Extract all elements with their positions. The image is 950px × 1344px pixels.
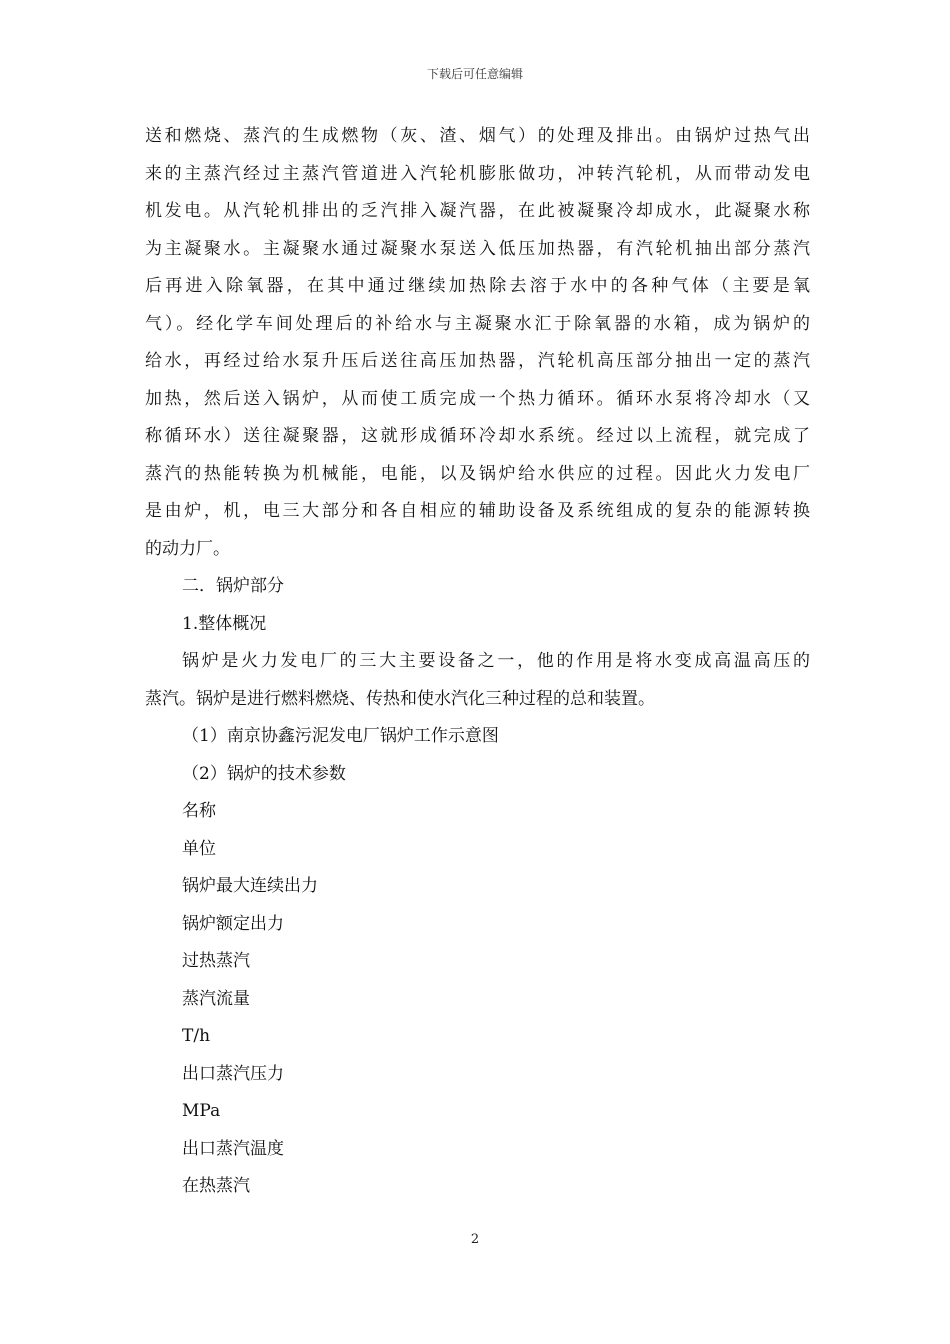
paragraph-process-flow: [145, 118, 810, 568]
text-line: 加热，然后送入锅炉，从而使工质完成一个热力循环。循环水泵将冷却水（又: [145, 388, 810, 409]
list-item: 锅炉最大连续出力: [182, 876, 318, 896]
paragraph-boiler-overview: [145, 643, 810, 718]
list-item: （1）南京协鑫污泥发电厂锅炉工作示意图: [182, 726, 499, 746]
list-item: 出口蒸汽温度: [182, 1138, 284, 1159]
list-item: 出口蒸汽压力: [182, 1063, 284, 1084]
text-line: 给水，再经过给水泵升压后送往高压加热器，汽轮机高压部分抽出一定的蒸汽: [145, 351, 810, 371]
list-item: 名称: [182, 801, 216, 821]
list-item: （2）锅炉的技术参数: [182, 763, 346, 784]
text-line: 是由炉，机，电三大部分和各自相应的辅助设备及系统组成的复杂的能源转换: [145, 501, 810, 521]
text-line: 蒸汽。锅炉是进行燃料燃烧、传热和使水汽化三种过程的总和装置。: [145, 688, 655, 709]
list-item: 在热蒸汽: [182, 1176, 250, 1196]
list-item: 单位: [182, 838, 216, 859]
text-line: 送和燃烧、蒸汽的生成燃物（灰、渣、烟气）的处理及排出。由锅炉过热气出: [145, 126, 810, 146]
list-item: MPa: [182, 1101, 221, 1121]
item-list: [145, 718, 810, 1206]
text-line: 称循环水）送往凝聚器，这就形成循环冷却水系统。经过以上流程，就完成了: [145, 426, 810, 446]
section-heading: 二．锅炉部分: [182, 576, 284, 596]
subsection-heading: 1.整体概况: [182, 613, 267, 634]
page-number: 2: [470, 1232, 480, 1247]
page-header: 下载后可任意编辑: [426, 67, 523, 81]
list-item: T/h: [182, 1026, 211, 1046]
text-line: 的动力厂。: [145, 538, 230, 559]
text-line: 气）。经化学车间处理后的补给水与主凝聚水汇于除氧器的水箱，成为锅炉的: [145, 313, 810, 334]
list-item: 锅炉额定出力: [182, 913, 284, 934]
text-line: 机发电。从汽轮机排出的乏汽排入凝汽器，在此被凝聚冷却成水，此凝聚水称: [145, 201, 810, 221]
text-line: 为主凝聚水。主凝聚水通过凝聚水泵送入低压加热器，有汽轮机抽出部分蒸汽: [145, 238, 810, 259]
text-line: 锅炉是火力发电厂的三大主要设备之一，他的作用是将水变成高温高压的: [182, 651, 810, 671]
text-line: 后再进入除氧器，在其中通过继续加热除去溶于水中的各种气体（主要是氧: [145, 276, 810, 296]
list-item: 过热蒸汽: [182, 951, 250, 971]
list-item: 蒸汽流量: [182, 988, 250, 1009]
document-body: [145, 118, 810, 1206]
text-line: 蒸汽的热能转换为机械能，电能，以及锅炉给水供应的过程。因此火力发电厂: [145, 463, 810, 484]
text-line: 来的主蒸汽经过主蒸汽管道进入汽轮机膨胀做功，冲转汽轮机，从而带动发电: [145, 163, 810, 184]
